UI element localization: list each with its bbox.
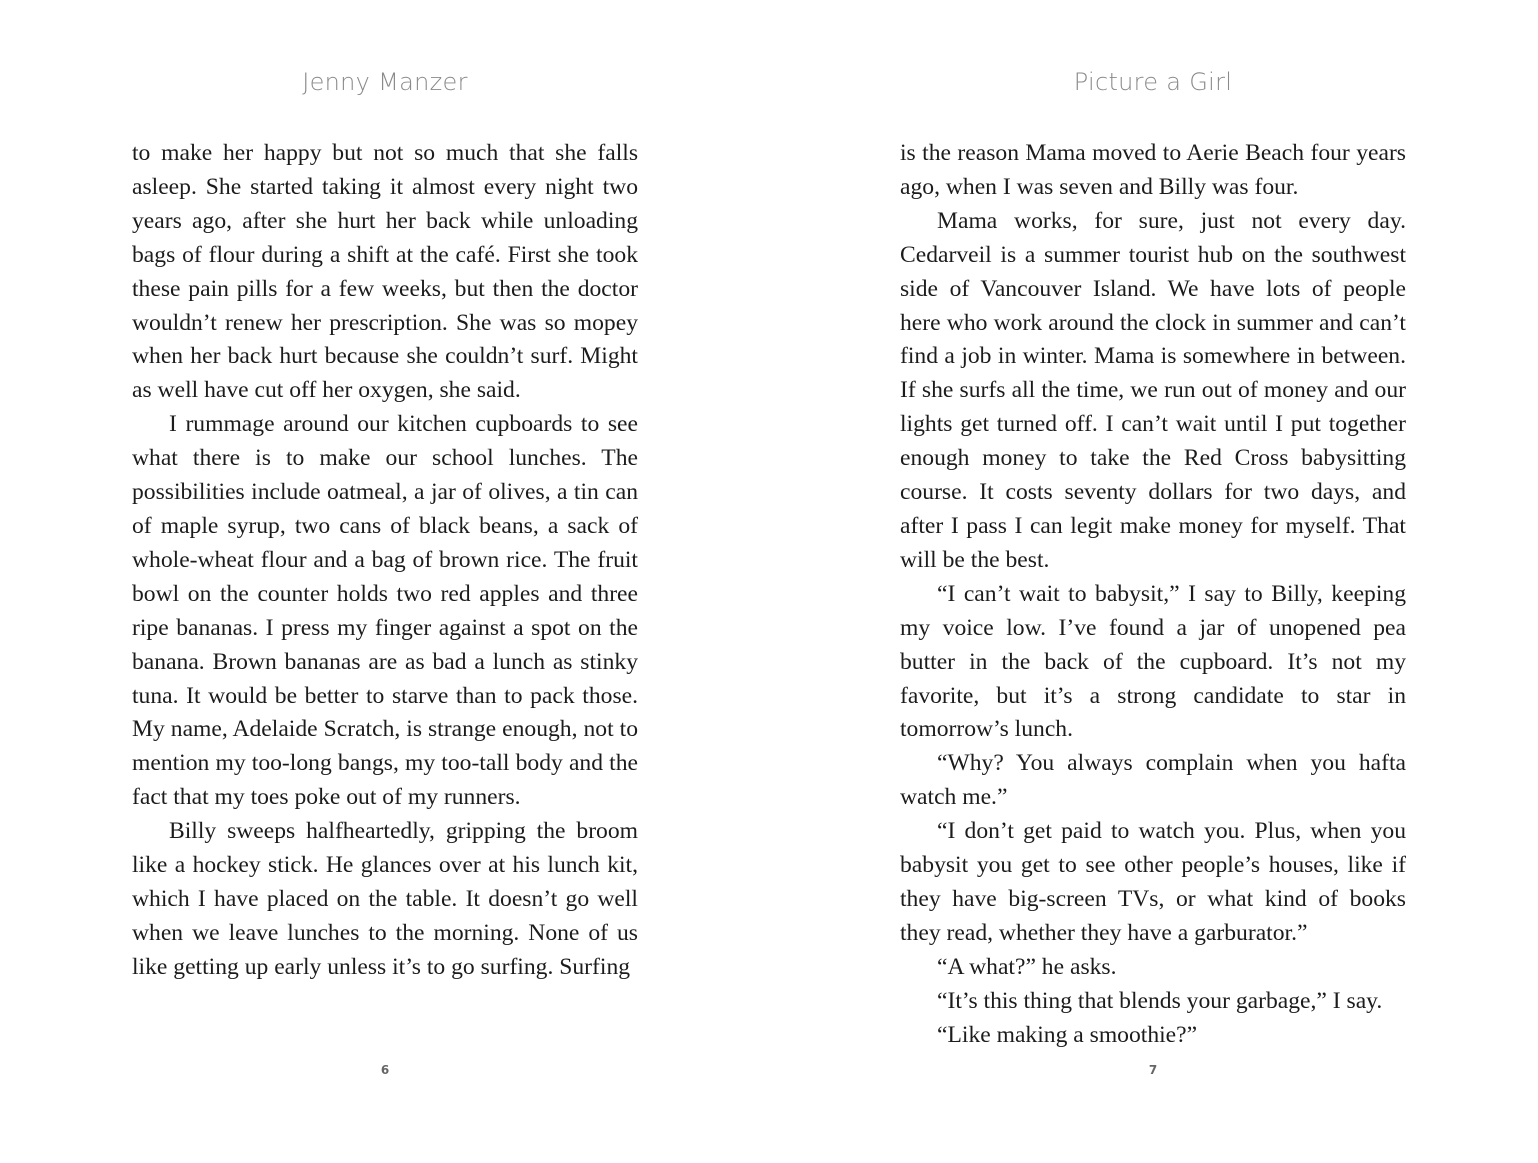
running-head-title: Picture a Girl	[1073, 68, 1233, 96]
paragraph: “It’s this thing that blends your garbage,” I say.	[937, 987, 1383, 1014]
paragraph: I rummage around our kitchen cupboards to see what there is to make our school lunches. The possibilities include oatmeal, a jar of olives, a tin can of maple syrup, two cans of black beans, a sack of whole-wheat flour and a bag of brown rice. The fruit bowl on the counter holds two red apples and three ripe bananas. I press my finger against a spot on the banana. Brown bananas are as bad a lunch as stinky tuna. It would be better to starve than to pack those. My name, Adelaide Scratch, is strange enough, not to mention my too-long bangs, my too-tall body and the fact that my toes poke out of my runners.	[132, 411, 638, 811]
right-page	[900, 0, 1406, 1163]
paragraph: to make her happy but not so much that she falls asleep. She started taking it almost every night two years ago, after she hurt her back while unloading bags of flour during a shift at the café. First she took these pain pills for a few weeks, but then the doctor wouldn’t renew her prescription. She was so mopey when her back hurt because she couldn’t surf. Might as well have cut off her oxygen, she said.	[132, 140, 638, 404]
body-text-left	[132, 137, 638, 985]
paragraph: Billy sweeps halfheartedly, gripping the broom like a hockey stick. He glances over at his lunch kit, which I have placed on the table. It doesn’t go well when we leave lunches to the morning. None of us like getting up early unless it’s to go surfing. Surfing	[132, 818, 638, 980]
paragraph: “I don’t get paid to watch you. Plus, when you babysit you get to see other people’s houses, like if they have big-screen TVs, or what kind of books they read, whether they have a garburator.”	[900, 818, 1406, 946]
paragraph: Mama works, for sure, just not every day. Cedarveil is a summer tourist hub on the southwest side of Vancouver Island. We have lots of people here who work around the clock in summer and can’t find a job in winter. Mama is somewhere in between. If she surfs all the time, we run out of money and our lights get turned off. I can’t wait until I put together enough money to take the Red Cross babysitting course. It costs seventy dollars for two days, and after I pass I can legit make money for myself. That will be the best.	[900, 207, 1406, 573]
page-number-left: 6	[380, 1063, 390, 1077]
body-text-right	[900, 137, 1406, 1052]
page-number-right: 7	[1148, 1063, 1158, 1077]
paragraph: is the reason Mama moved to Aerie Beach four years ago, when I was seven and Billy was four.	[900, 140, 1406, 200]
paragraph: “I can’t wait to babysit,” I say to Billy, keeping my voice low. I’ve found a jar of unopened pea butter in the back of the cupboard. It’s not my favorite, but it’s a strong candidate to star in tomorrow’s lunch.	[900, 580, 1406, 743]
running-head-author: Jenny Manzer	[302, 68, 468, 96]
paragraph: “A what?” he asks.	[937, 953, 1117, 980]
paragraph: “Like making a smoothie?”	[937, 1021, 1198, 1048]
paragraph: “Why? You always complain when you hafta watch me.”	[900, 750, 1406, 811]
left-page	[132, 0, 638, 1163]
